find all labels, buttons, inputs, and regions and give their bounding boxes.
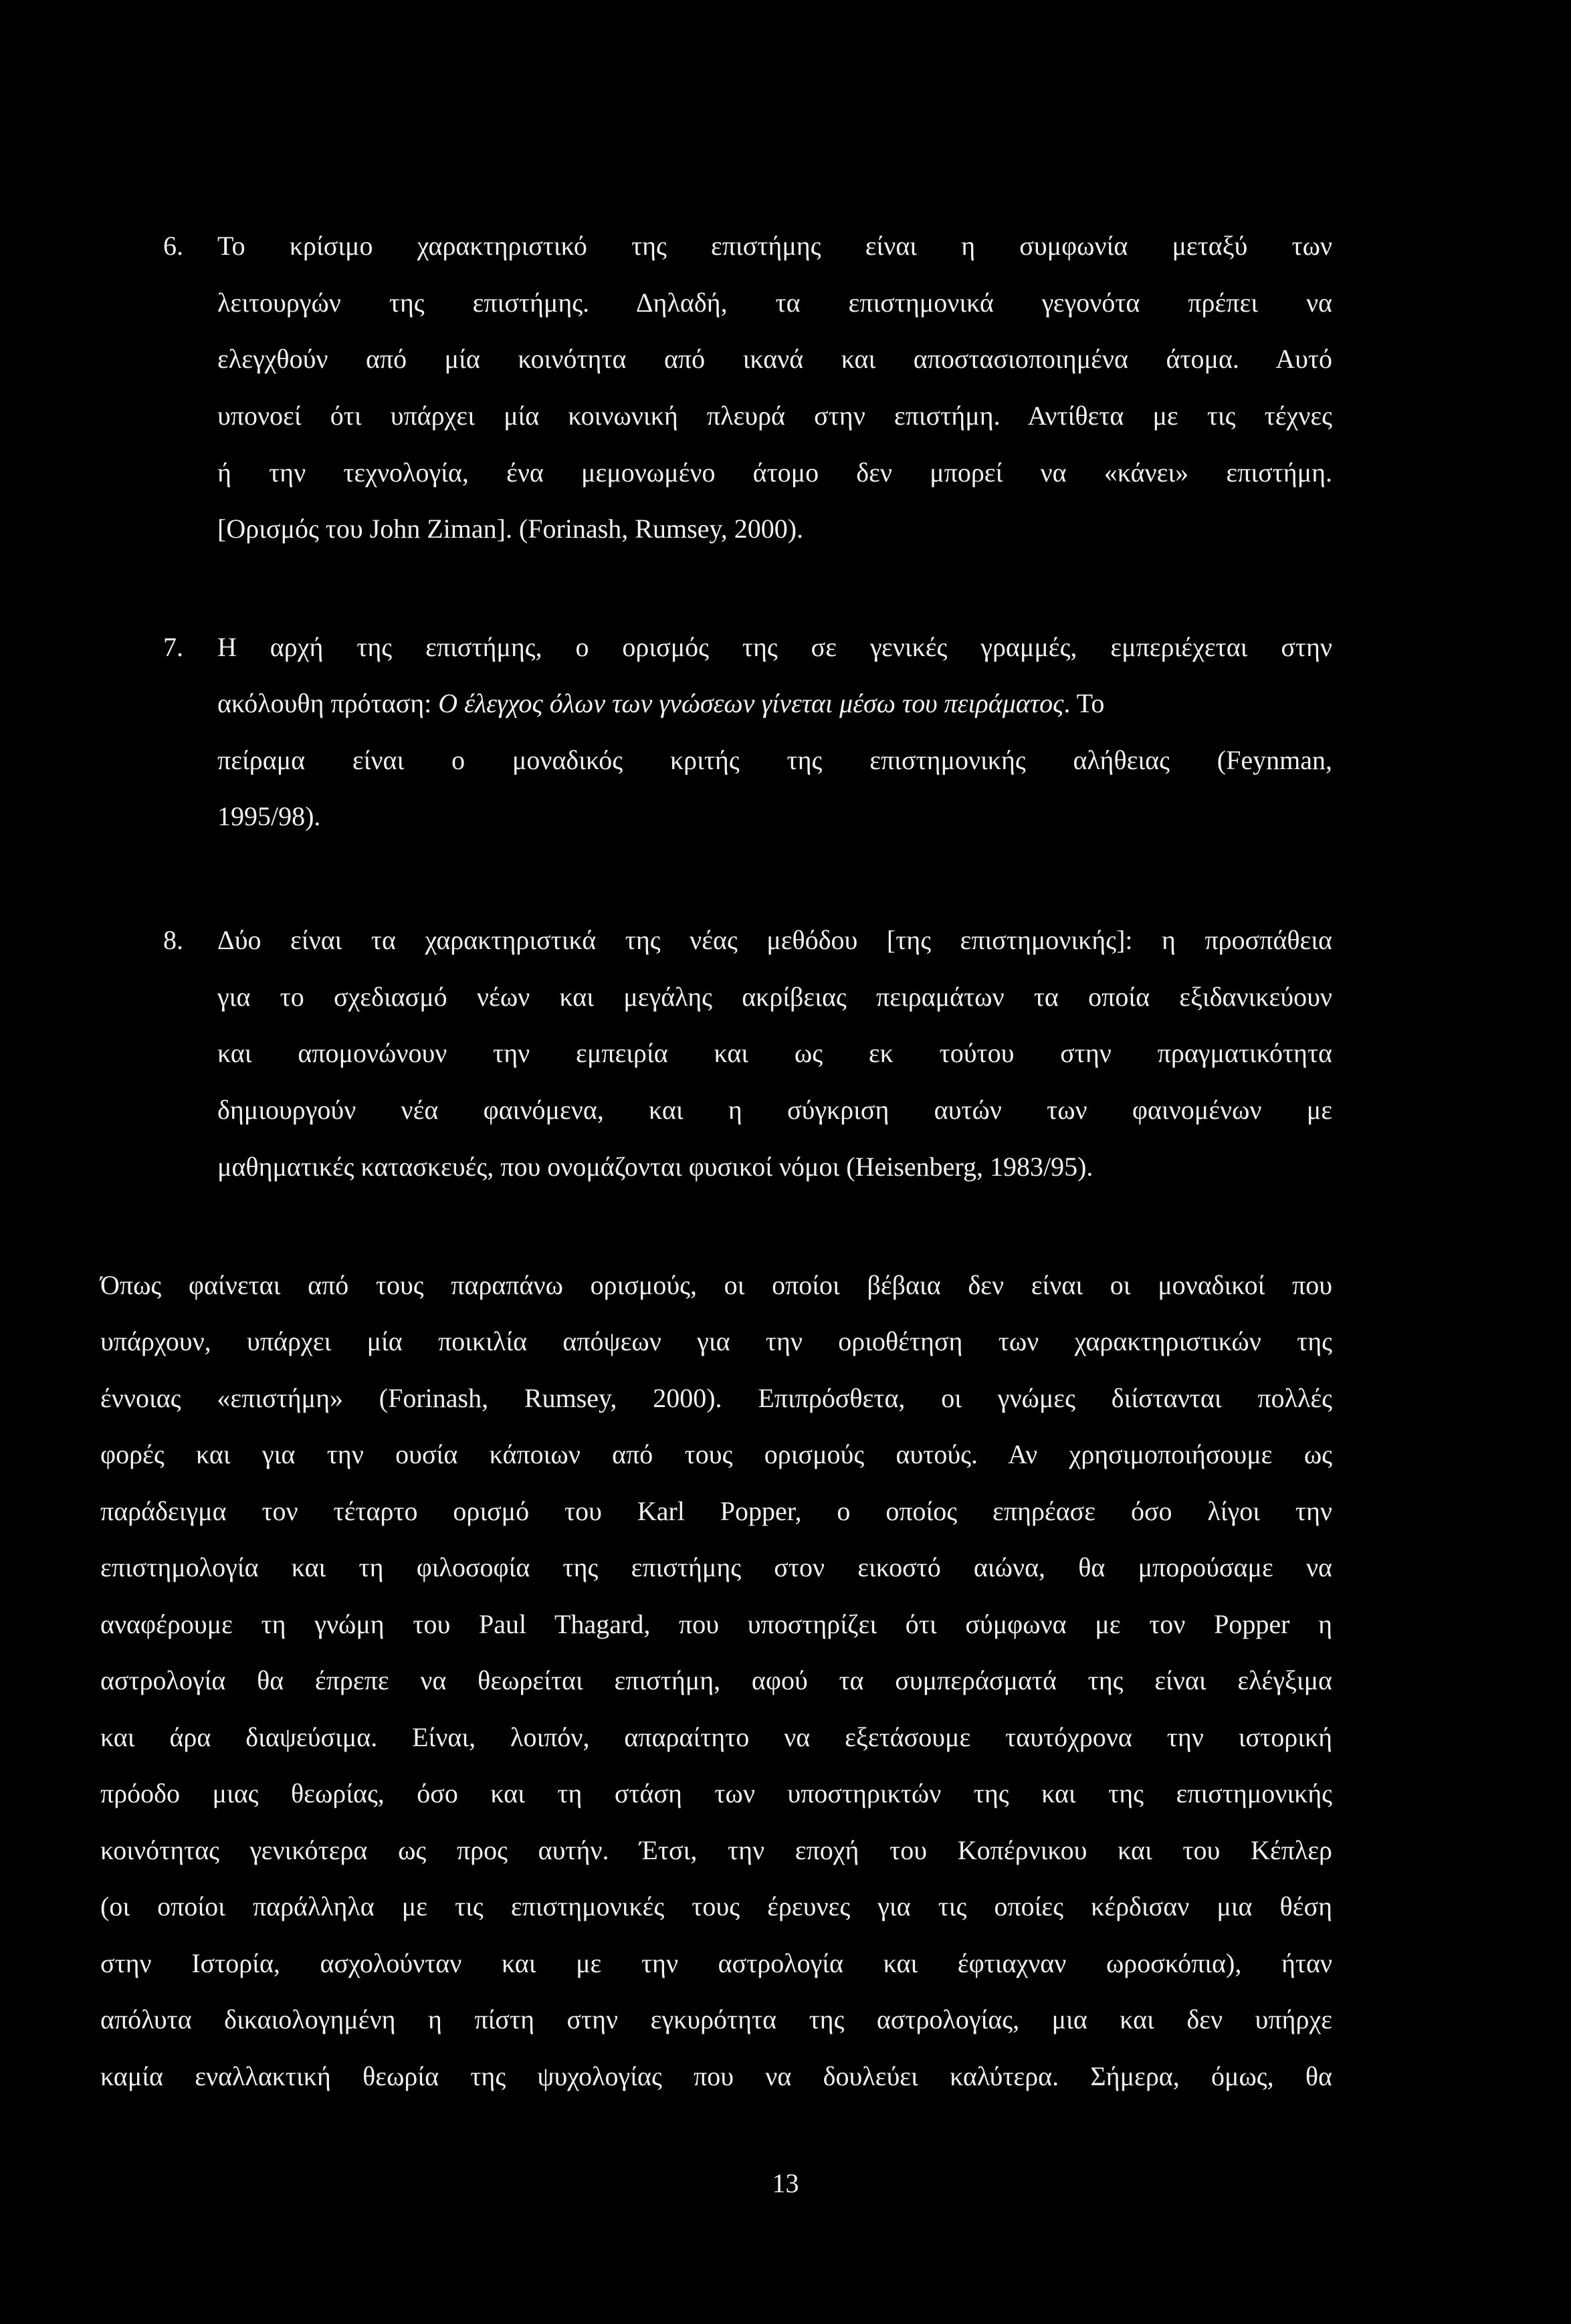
paragraph-line: πρόοδο μιας θεωρίας, όσο και τη στάση των υποστηρικτών της και της επιστημονικής: [100, 1778, 1332, 1808]
item-number: 8.: [163, 925, 183, 955]
item-8-line-4: δημιουργούν νέα φαινόμενα, και η σύγκριση αυτών των φαινομένων με: [217, 1095, 1332, 1125]
item-7-line-2-lead: ακόλουθη πρόταση:: [217, 688, 439, 718]
item-8-line-5: μαθηματικές κατασκευές, που ονομάζονται φυσικοί νόμοι (Heisenberg, 1983/95).: [217, 1152, 1093, 1182]
paragraph-line: απόλυτα δικαιολογημένη η πίστη στην εγκυρότητα της αστρολογίας, μια και δεν υπήρχε: [100, 2004, 1332, 2034]
item-6-line-5: ή την τεχνολογία, ένα μεμονωμένο άτομο δεν μπορεί να «κάνει» επιστήμη.: [217, 457, 1332, 488]
paragraph-line: στην Ιστορία, ασχολούνταν και με την αστρολογία και έφτιαχναν ωροσκόπια), ήταν: [100, 1948, 1332, 1978]
item-number: 6.: [163, 231, 183, 261]
paragraph-line: φορές και για την ουσία κάποιων από τους ορισμούς αυτούς. Αν χρησιμοποιήσουμε ως: [100, 1439, 1332, 1469]
item-number: 7.: [163, 632, 183, 662]
item-8-line-1: Δύο είναι τα χαρακτηριστικά της νέας μεθόδου [της επιστημονικής]: η προσπάθεια: [217, 925, 1332, 955]
paragraph-line: (οι οποίοι παράλληλα με τις επιστημονικές τους έρευνες για τις οποίες κέρδισαν μια θέση: [100, 1891, 1332, 1921]
item-7-line-1: Η αρχή της επιστήμης, ο ορισμός της σε γενικές γραμμές, εμπεριέχεται στην: [217, 632, 1332, 662]
item-8-line-2: για το σχεδιασμό νέων και μεγάλης ακρίβειας πειραμάτων τα οποία εξιδανικεύουν: [217, 982, 1332, 1012]
item-7-italic-quote: Ο έλεγχος όλων των γνώσεων γίνεται μέσω του πειράματος: [438, 688, 1064, 718]
paragraph-line: και άρα διαψεύσιμα. Είναι, λοιπόν, απαραίτητο να εξετάσουμε ταυτόχρονα την ιστορική: [100, 1722, 1332, 1752]
paragraph-line: καμία εναλλακτική θεωρία της ψυχολογίας που να δουλεύει καλύτερα. Σήμερα, όμως, θα: [100, 2061, 1332, 2091]
item-6-line-1: Το κρίσιμο χαρακτηριστικό της επιστήμης είναι η συμφωνία μεταξύ των: [217, 231, 1332, 261]
paragraph-line: αστρολογία θα έπρεπε να θεωρείται επιστήμη, αφού τα συμπεράσματά της είναι ελέγξιμα: [100, 1665, 1332, 1695]
item-6-line-3: ελεγχθούν από μία κοινότητα από ικανά και αποστασιοποιημένα άτομα. Αυτό: [217, 344, 1332, 374]
paragraph-line: έννοιας «επιστήμη» (Forinash, Rumsey, 2000). Επιπρόσθετα, οι γνώμες διίστανται πολλές: [100, 1383, 1332, 1413]
item-7-line-2-tail: . Το: [1063, 688, 1105, 718]
item-7-line-2: [217, 687, 1104, 720]
paragraph-line: αναφέρουμε τη γνώμη του Paul Thagard, που υποστηρίζει ότι σύμφωνα με τον Popper η: [100, 1609, 1332, 1639]
item-7-line-3: πείραμα είναι ο μοναδικός κριτής της επιστημονικής αλήθειας (Feynman,: [217, 745, 1332, 775]
paragraph-line: επιστημολογία και τη φιλοσοφία της επιστήμης στον εικοστό αιώνα, θα μπορούσαμε να: [100, 1552, 1332, 1582]
item-6-line-6: [Ορισμός του John Ziman]. (Forinash, Rumsey, 2000).: [217, 514, 804, 544]
paragraph-line: κοινότητας γενικότερα ως προς αυτήν. Έτσι, την εποχή του Κοπέρνικου και του Κέπλερ: [100, 1835, 1332, 1865]
paragraph-line: Όπως φαίνεται από τους παραπάνω ορισμούς, οι οποίοι βέβαια δεν είναι οι μοναδικοί που: [100, 1270, 1332, 1300]
paragraph-line: παράδειγμα τον τέταρτο ορισμό του Karl Popper, ο οποίος επηρέασε όσο λίγοι την: [100, 1496, 1332, 1526]
item-8-line-3: και απομονώνουν την εμπειρία και ως εκ τούτου στην πραγματικότητα: [217, 1038, 1332, 1068]
item-6-line-4: υπονοεί ότι υπάρχει μία κοινωνική πλευρά στην επιστήμη. Αντίθετα με τις τέχνες: [217, 401, 1332, 431]
item-7-line-4: 1995/98).: [217, 801, 321, 831]
item-6-line-2: λειτουργών της επιστήμης. Δηλαδή, τα επιστημονικά γεγονότα πρέπει να: [217, 288, 1332, 318]
page-number: 13: [772, 2168, 799, 2198]
paragraph-line: υπάρχουν, υπάρχει μία ποικιλία απόψεων για την οριοθέτηση των χαρακτηριστικών της: [100, 1326, 1332, 1356]
